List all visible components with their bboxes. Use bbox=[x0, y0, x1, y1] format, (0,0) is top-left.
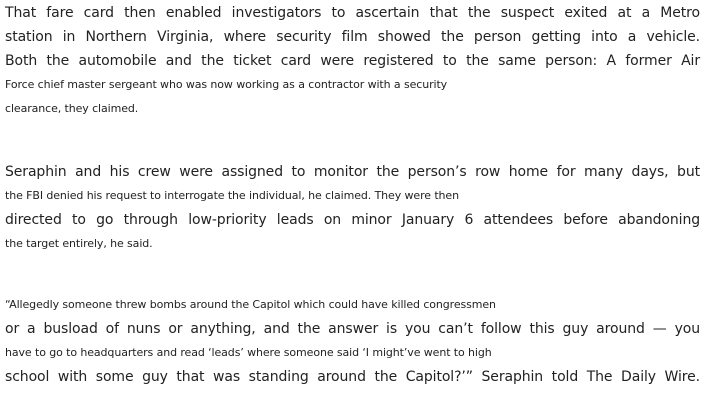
text-line: the FBI denied his request to interrogate the individual, he claimed. They were then bbox=[5, 189, 459, 202]
text-line: “Allegedly someone threw bombs around the Capitol which could have killed congressmen bbox=[5, 298, 496, 311]
text-line: have to go to headquarters and read ‘leads’ where someone said ‘I might’ve went to high bbox=[5, 346, 492, 359]
text-line: Seraphin and his crew were assigned to monitor the person’s row home for many days, but bbox=[5, 164, 700, 180]
text-line: clearance, they claimed. bbox=[5, 102, 139, 115]
text-line: Force chief master sergeant who was now working as a contractor with a security bbox=[5, 78, 448, 91]
text-line: Both the automobile and the ticket card were registered to the same person: A former Air bbox=[5, 53, 700, 69]
text-line: the target entirely, he said. bbox=[5, 237, 153, 250]
paragraph-quote bbox=[5, 293, 705, 389]
text-line: directed to go through low-priority leads on minor January 6 attendees before abandoning bbox=[5, 212, 700, 228]
paragraph-fare-card bbox=[5, 1, 705, 121]
text-line: That fare card then enabled investigators to ascertain that the suspect exited at a Metro bbox=[5, 5, 700, 21]
text-line: or a busload of nuns or anything, and the answer is you can’t follow this guy around — you bbox=[5, 321, 700, 337]
text-line: school with some guy that was standing around the Capitol?’” Seraphin told The Daily Wire. bbox=[5, 369, 700, 385]
paragraph-seraphin-crew bbox=[5, 160, 705, 256]
text-line: station in Northern Virginia, where security film showed the person getting into a vehicle. bbox=[5, 29, 700, 45]
